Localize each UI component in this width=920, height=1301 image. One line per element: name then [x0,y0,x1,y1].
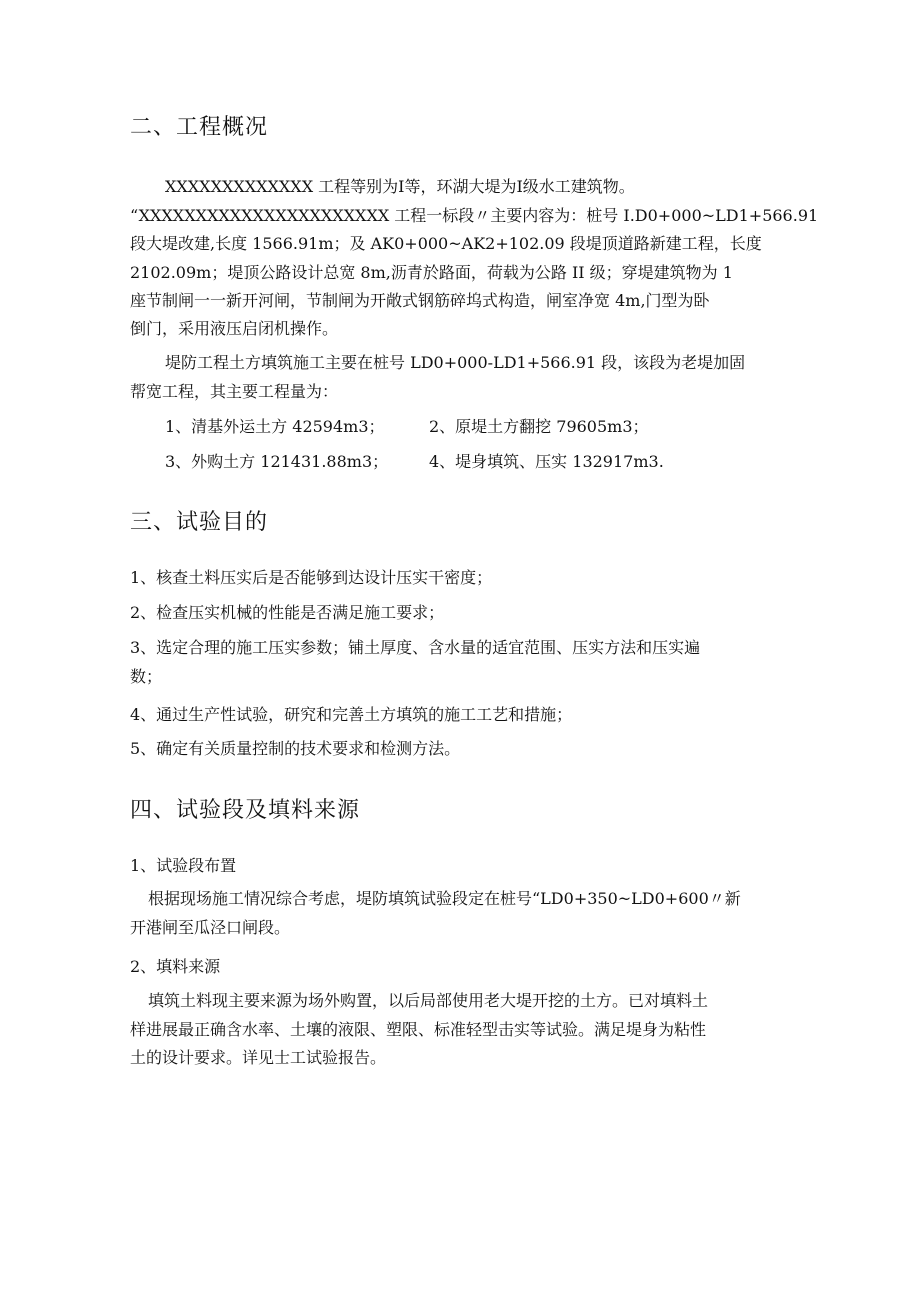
quantity-item: 3、外购土方 121431.88m3； [165,452,389,471]
paragraph-line: 根据现场施工情况综合考虑，堤防填筑试验段定在桩号“LD0+350~LD0+600〃新 [148,889,741,908]
list-item: 5、确定有关质量控制的技术要求和检测方法。 [130,739,461,758]
list-item: 2、检查压实机械的性能是否满足施工要求； [130,603,445,622]
quantity-row [165,416,765,438]
paragraph-line: 倒门，采用液压启闭机操作。 [130,319,339,338]
section-heading-project-overview: 二、工程概况 [130,115,269,140]
quantity-item: 1、清基外运土方 42594m3； [165,417,385,436]
paragraph-line: “XXXXXXXXXXXXXXXXXXXXXX 工程一标段〃主要内容为：桩号 I.D0+000~LD1+566.91 [130,206,819,225]
quantity-row [165,451,765,473]
list-item: 1、核查土料压实后是否能够到达设计压实干密度； [130,568,493,587]
paragraph-line: 堤防工程土方填筑施工主要在桩号 LD0+000-LD1+566.91 段，该段为老堤加固 [165,353,746,372]
list-item: 3、选定合理的施工压实参数；铺土厚度、含水量的适宜范围、压实方法和压实遍 [130,638,701,657]
quantity-item: 2、原堤土方翻挖 79605m3； [429,417,649,436]
paragraph-line: 土的设计要求。详见士工试验报告。 [130,1048,387,1067]
list-item: 数； [130,667,163,686]
paragraph-line: 样进展最正确含水率、土壤的液限、塑限、标准轻型击实等试验。满足堤身为粘性 [130,1020,707,1039]
paragraph-line: XXXXXXXXXXXXX 工程等别为Ⅰ等，环湖大堤为Ⅰ级水工建筑物。 [165,177,635,196]
section-heading-test-purpose: 三、试验目的 [130,510,269,535]
list-item: 4、通过生产性试验，研究和完善土方填筑的施工工艺和措施； [130,705,573,724]
subsection-title: 1、试验段布置 [130,856,237,875]
quantity-item: 4、堤身填筑、压实 132917m3. [429,452,664,471]
paragraph-line: 段大堤改建,长度 1566.91m；及 AK0+000~AK2+102.09 段堤顶道路新建工程，长度 [130,234,762,253]
paragraph-line: 填筑土料现主要来源为场外购置，以后局部使用老大堤开挖的土方。已对填料土 [148,991,709,1010]
paragraph-line: 帮宽工程，其主要工程量为： [130,382,339,401]
paragraph-line: 座节制闸一一新开河闸，节制闸为开敞式钢筋碎坞式构造，闸室净宽 4m,门型为卧 [130,291,710,310]
subsection-title: 2、填料来源 [130,957,221,976]
section-heading-test-section-fill-source: 四、试验段及填料来源 [130,798,361,823]
paragraph-line: 开港闸至瓜泾口闸段。 [130,918,291,937]
paragraph-line: 2102.09m；堤顶公路设计总宽 8m,沥青於路面，荷载为公路 II 级；穿堤建筑物为 1 [130,263,733,282]
